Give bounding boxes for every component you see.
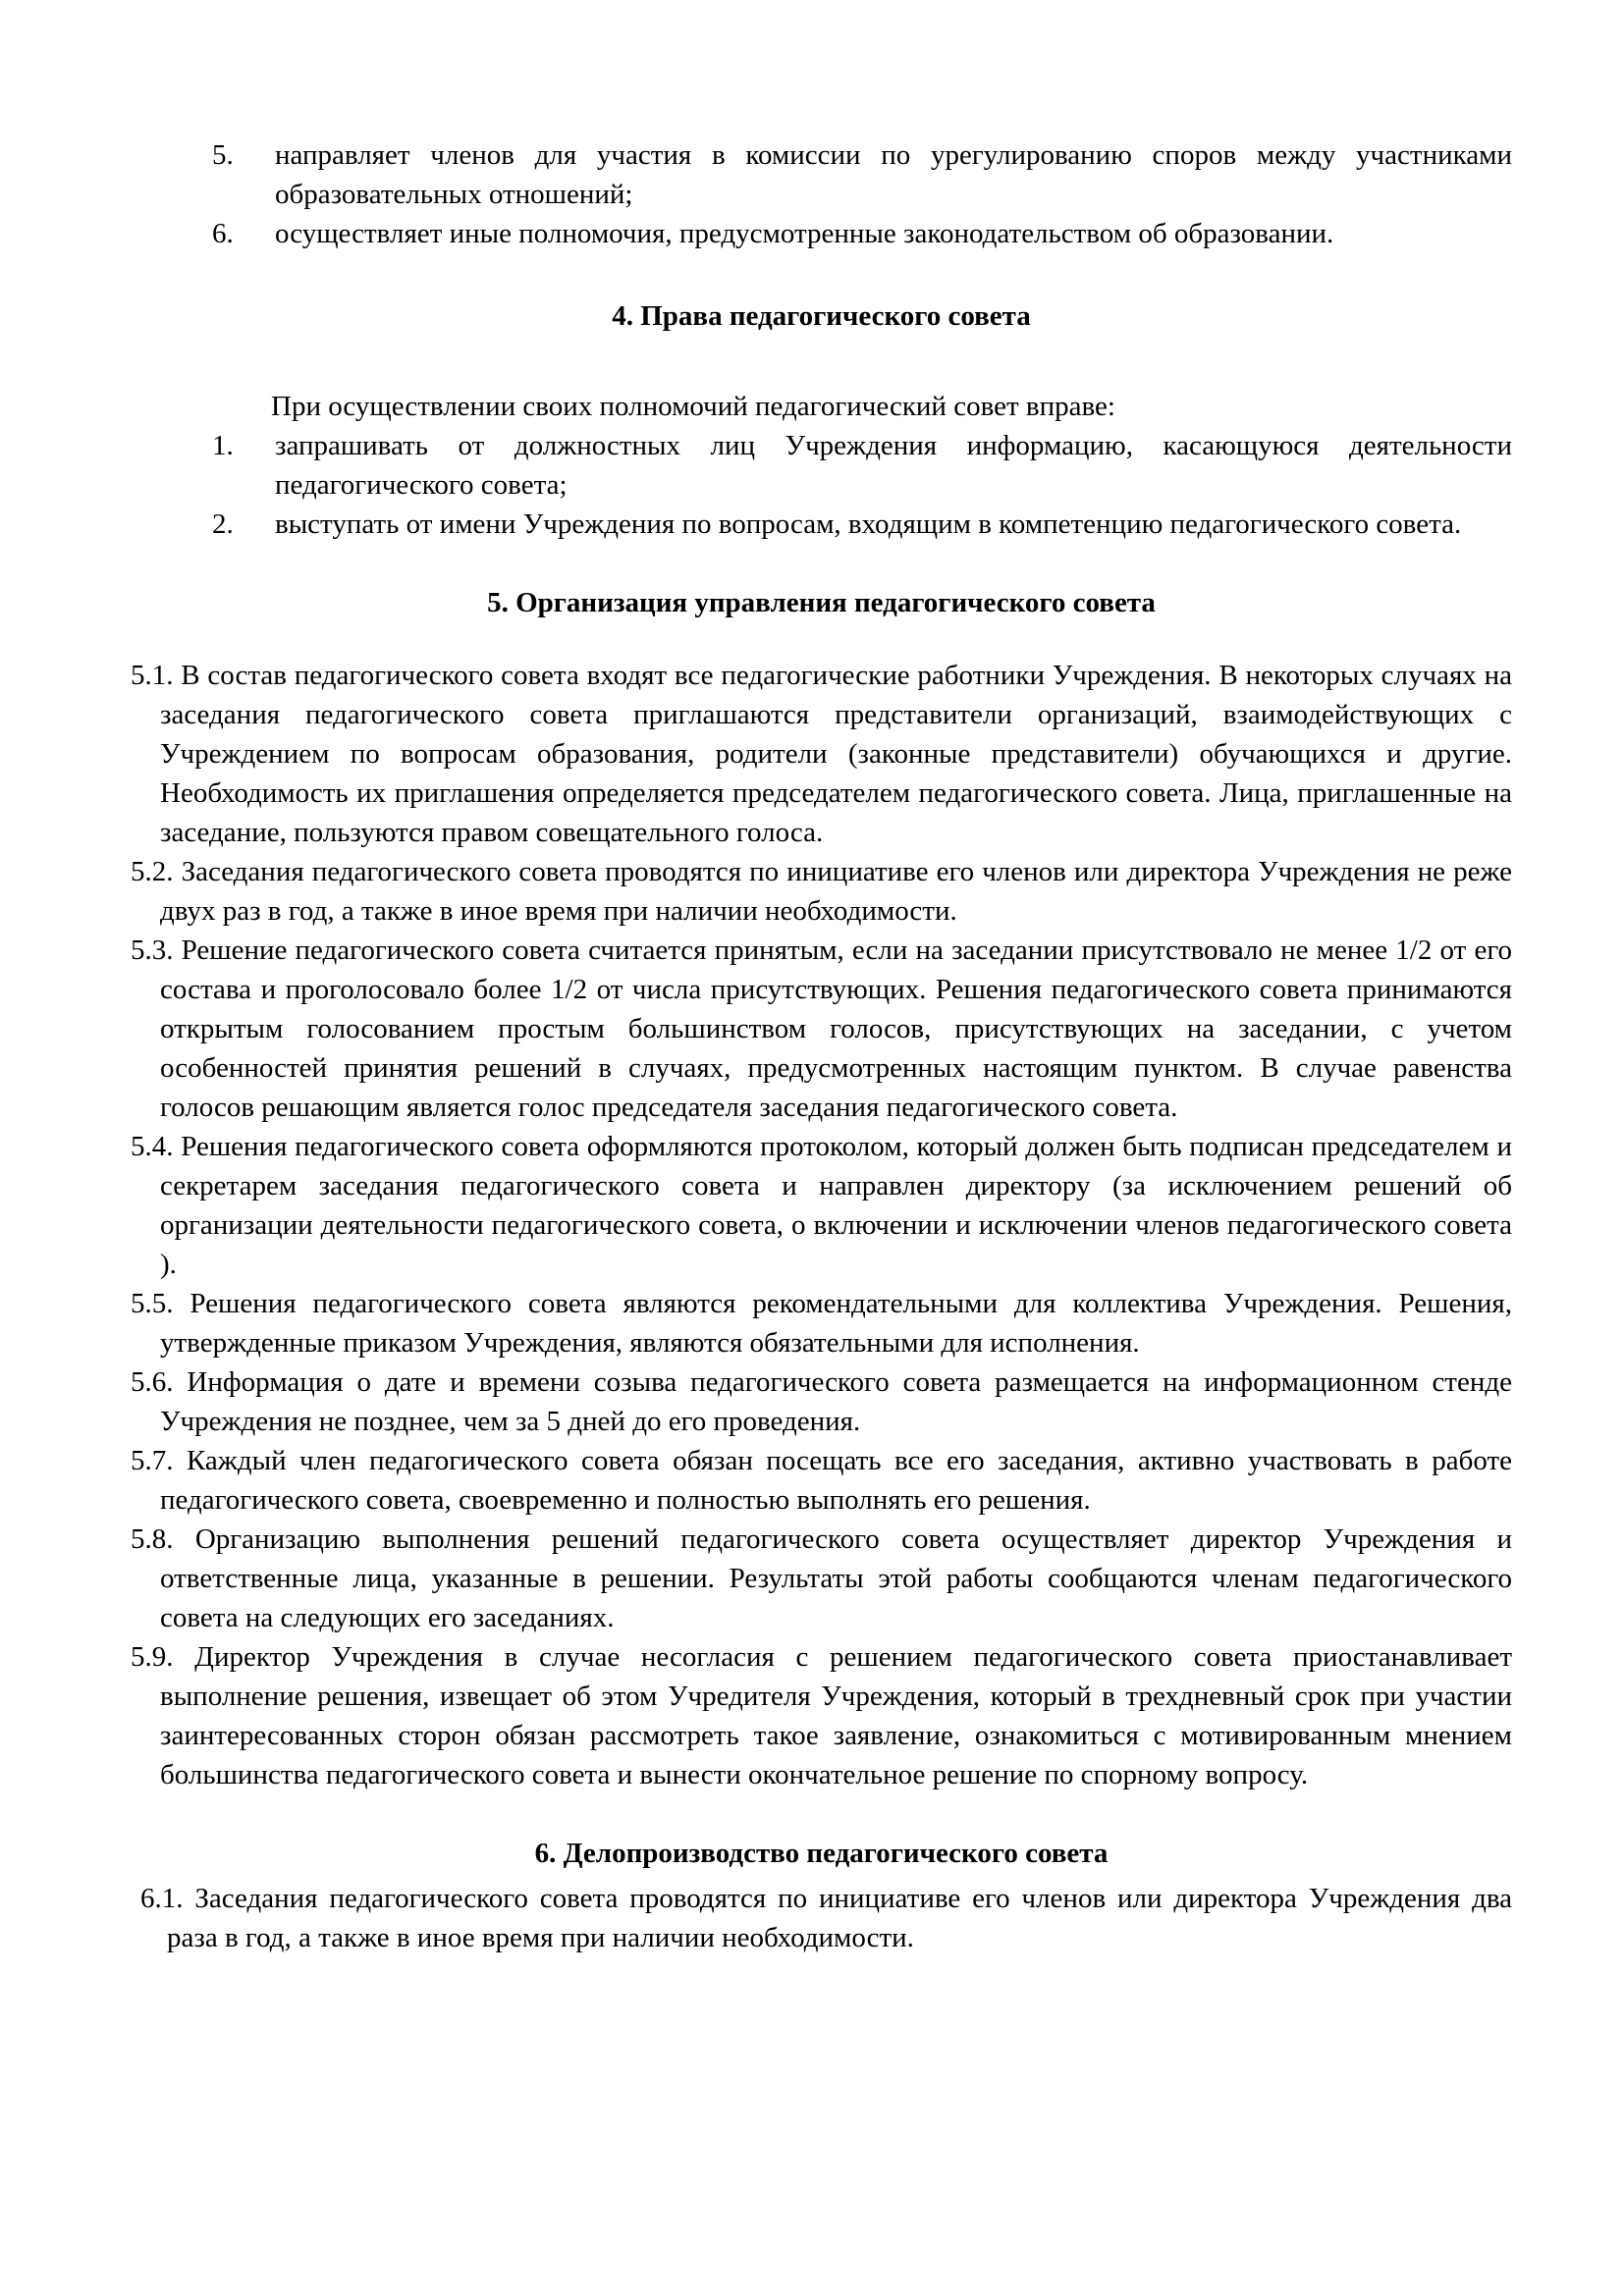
clause-number: 5.3. <box>131 934 174 966</box>
clause-text: Заседания педагогического совета проводятся по инициативе его членов или директора Учреждения не реже двух раз в год, а также в иное время при наличии необходимости. <box>160 856 1512 927</box>
clause-text: Решение педагогического совета считается принятым, если на заседании присутствовало не менее 1/2 от его состава и проголосовало более 1/2 от числа присутствующих. Решения педагогического совета принимаются открытым голосованием простым большинством голосов, присутствующих на заседании, с учетом особенностей принятия решений в случаях, предусмотренных настоящим пунктом. В случае равенства голосов решающим является голос председателя заседания педагогического совета. <box>160 934 1512 1123</box>
clause-number: 5.4. <box>131 1131 174 1162</box>
clause-item <box>131 1362 1512 1441</box>
list-item-number: 5. <box>212 139 234 171</box>
clause-number: 5.6. <box>131 1366 174 1398</box>
clause-text: Решения педагогического совета являются рекомендательными для коллектива Учреждения. Решения, утвержденные приказом Учреждения, являются обязательными для исполнения. <box>160 1288 1512 1359</box>
clause-item <box>131 1879 1512 1957</box>
clause-text: Решения педагогического совета оформляются протоколом, который должен быть подписан председателем и секретарем заседания педагогического совета и направлен директору (за исключением решений об организации деятельности педагогического совета, о включении и исключении членов педагогического совета ). <box>160 1131 1512 1280</box>
clause-text: Каждый член педагогического совета обязан посещать все его заседания, активно участвовать в работе педагогического совета, своевременно и полностью выполнять его решения. <box>160 1445 1512 1516</box>
list-item-number: 2. <box>212 508 234 540</box>
section-4-heading: 4. Права педагогического совета <box>612 300 1031 332</box>
section-4-intro-paragraph: При осуществлении своих полномочий педагогический совет вправе: <box>271 391 1115 422</box>
clause-number: 5.8. <box>131 1523 174 1555</box>
list-item <box>131 135 1512 214</box>
list-item-text: направляет членов для участия в комиссии по урегулированию споров между участниками образовательных отношений; <box>275 139 1512 210</box>
clause-number: 5.9. <box>131 1641 174 1673</box>
list-item-number: 1. <box>212 430 234 461</box>
clause-item <box>131 1284 1512 1362</box>
clause-text: Директор Учреждения в случае несогласия с решением педагогического совета приостанавливает выполнение решения, извещает об этом Учредителя Учреждения, который в трехдневный срок при участии заинтересованных сторон обязан рассмотреть такое заявление, ознакомиться с мотивированным мнением большинства педагогического совета и вынести окончательное решение по спорному вопросу. <box>160 1641 1512 1790</box>
section-6-heading: 6. Делопроизводство педагогического совета <box>534 1838 1109 1869</box>
clause-item <box>131 1520 1512 1637</box>
section-6-body <box>131 1879 1512 1957</box>
list-item-text: выступать от имени Учреждения по вопросам, входящим в компетенцию педагогического совета. <box>275 508 1462 540</box>
clause-item <box>131 1637 1512 1794</box>
clause-text: Организацию выполнения решений педагогического совета осуществляет директор Учреждения и ответственные лица, указанные в решении. Результаты этой работы сообщаются членам педагогического совета на следующих его заседаниях. <box>160 1523 1513 1633</box>
list-item-text: осуществляет иные полномочия, предусмотренные законодательством об образовании. <box>275 218 1334 249</box>
clause-text: Заседания педагогического совета проводятся по инициативе его членов или директора Учреждения два раза в год, а также в иное время при наличии необходимости. <box>167 1883 1513 1953</box>
clause-number: 5.2. <box>131 856 174 887</box>
clause-item <box>131 1127 1512 1284</box>
clause-item <box>131 656 1512 852</box>
clause-number: 6.1. <box>140 1883 184 1914</box>
list-item <box>131 214 1512 253</box>
clause-item <box>131 852 1512 931</box>
clause-number: 5.1. <box>131 660 174 691</box>
clause-item <box>131 1441 1512 1520</box>
section-5-body <box>131 656 1512 1794</box>
section-5-heading: 5. Организация управления педагогического совета <box>487 587 1156 618</box>
list-item <box>131 505 1512 544</box>
list-item-text: запрашивать от должностных лиц Учреждения информацию, касающуюся деятельности педагогического совета; <box>275 430 1512 501</box>
list-item-number: 6. <box>212 218 234 249</box>
clause-item <box>131 931 1512 1127</box>
clause-text: В состав педагогического совета входят все педагогические работники Учреждения. В некоторых случаях на заседания педагогического совета приглашаются представители организаций, взаимодействующих с Учреждением по вопросам образования, родители (законные представители) обучающихся и другие. Необходимость их приглашения определяется председателем педагогического совета. Лица, приглашенные на заседание, пользуются правом совещательного голоса. <box>160 660 1512 848</box>
clause-number: 5.7. <box>131 1445 174 1476</box>
list-item <box>131 426 1512 505</box>
clause-number: 5.5. <box>131 1288 174 1319</box>
clause-text: Информация о дате и времени созыва педагогического совета размещается на информационном стенде Учреждения не позднее, чем за 5 дней до его проведения. <box>160 1366 1513 1437</box>
